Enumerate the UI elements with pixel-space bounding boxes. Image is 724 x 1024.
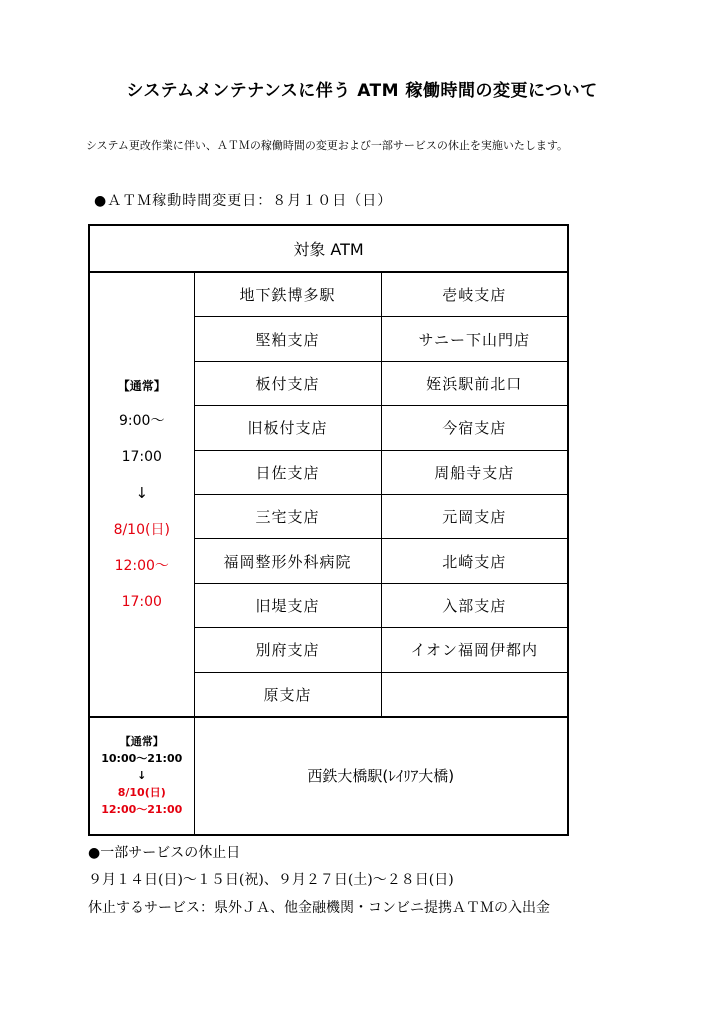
down-arrow-icon: ↓	[137, 769, 147, 783]
table-header: 対象 ATM	[89, 225, 568, 272]
schedule-label: 【通常】	[117, 378, 166, 393]
branch-cell: 壱岐支店	[381, 272, 568, 317]
schedule-cell-special	[89, 717, 194, 835]
intro-text: システム更改作業に伴い、ＡＴＭの稼働時間の変更および一部サービスの休止を実施いたします。	[86, 139, 569, 152]
branch-cell: 堅粕支店	[194, 317, 381, 361]
schedule2-label: 【通常】	[119, 735, 164, 749]
branch-cell: 地下鉄博多駅	[194, 272, 381, 317]
schedule-cell-main	[89, 272, 194, 717]
special-branch-cell: 西鉄大橋駅(ﾚｲﾘｱ大橋)	[194, 717, 568, 835]
normal-end-time: 17:00	[121, 448, 162, 465]
schedule2-normal-time: 10:00～21:00	[101, 752, 183, 766]
branch-cell-empty	[381, 672, 568, 717]
schedule2-change-date: 8/10(日)	[117, 786, 166, 800]
down-arrow-icon: ↓	[135, 483, 149, 502]
branch-cell: 原支店	[194, 672, 381, 717]
branch-cell: 福岡整形外科病院	[194, 539, 381, 583]
branch-cell: 元岡支店	[381, 494, 568, 538]
atm-change-date-heading: ●ＡＴＭ稼動時間変更日：８月１０日（日）	[94, 193, 393, 209]
branch-cell: 別府支店	[194, 628, 381, 672]
branch-cell: 旧堤支店	[194, 583, 381, 627]
change-date: 8/10(日)	[113, 521, 170, 538]
branch-cell: 今宿支店	[381, 406, 568, 450]
branch-cell: 姪浜駅前北口	[381, 361, 568, 405]
branch-cell: 入部支店	[381, 583, 568, 627]
branch-cell: 日佐支店	[194, 450, 381, 494]
suspension-heading: ●一部サービスの休止日	[88, 845, 241, 861]
branch-cell: イオン福岡伊都内	[381, 628, 568, 672]
target-atm-table	[88, 224, 569, 836]
suspension-services: 休止するサービス：県外ＪＡ、他金融機関・コンビニ提携ＡＴＭの入出金	[88, 900, 550, 916]
branch-cell: 旧板付支店	[194, 406, 381, 450]
branch-cell: 周船寺支店	[381, 450, 568, 494]
branch-cell: 板付支店	[194, 361, 381, 405]
change-start-time: 12:00～	[114, 557, 169, 574]
page-title: システムメンテナンスに伴う ATM 稼働時間の変更について	[126, 81, 598, 101]
suspension-dates: ９月１４日(日)～１５日(祝)、９月２７日(土)～２８日(日)	[88, 872, 454, 888]
branch-cell: 北崎支店	[381, 539, 568, 583]
change-end-time: 17:00	[121, 593, 162, 610]
normal-start-time: 9:00～	[119, 412, 165, 429]
branch-cell: サニー下山門店	[381, 317, 568, 361]
branch-cell: 三宅支店	[194, 494, 381, 538]
schedule2-change-time: 12:00～21:00	[101, 803, 183, 817]
